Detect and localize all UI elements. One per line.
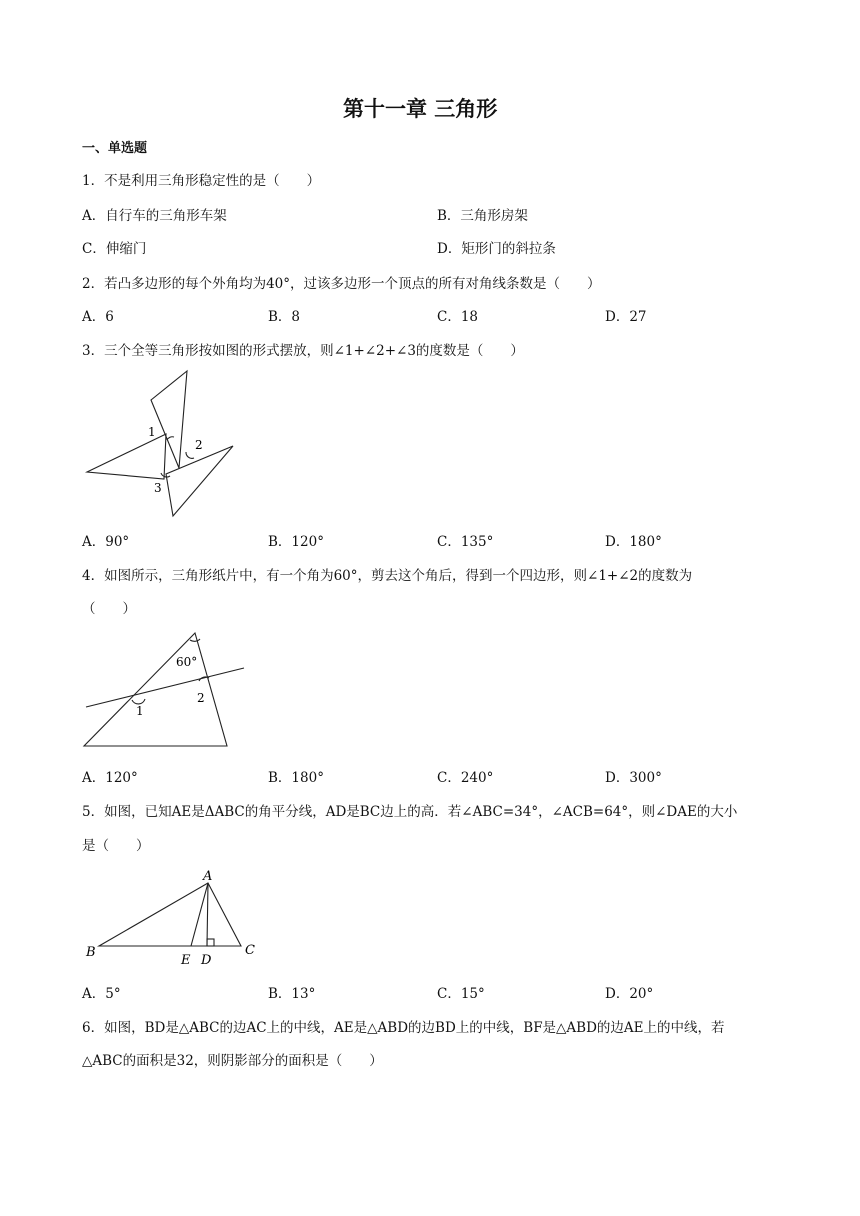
q3-option-b: B．120° xyxy=(268,534,324,550)
question-4-text-line1: 4．如图所示，三角形纸片中，有一个角为60°，剪去这个角后，得到一个四边形，则∠1+∠2的度数为 xyxy=(82,568,693,584)
q2-option-c: C．18 xyxy=(437,309,479,325)
q3-option-c: C．135° xyxy=(437,534,494,550)
q5-label-e: E xyxy=(181,953,191,968)
q3-label-1: 1 xyxy=(148,425,156,439)
q4-label-2: 2 xyxy=(197,691,205,705)
q5-label-d: D xyxy=(201,953,212,968)
q3-label-2: 2 xyxy=(195,438,203,452)
question-6-text-line2: △ABC的面积是32，则阴影部分的面积是（ ） xyxy=(82,1053,383,1069)
q5-altitude-ad xyxy=(207,883,208,946)
q5-label-c: C xyxy=(245,943,255,958)
q1-option-b: B．三角形房架 xyxy=(437,208,528,224)
q5-right-angle-mark xyxy=(207,939,214,946)
q3-option-d: D．180° xyxy=(605,534,662,550)
q5-option-a: A．5° xyxy=(82,986,121,1002)
section-heading: 一、单选题 xyxy=(82,141,148,156)
q4-label-1: 1 xyxy=(136,704,144,718)
q3-option-a: A．90° xyxy=(82,534,130,550)
q5-option-d: D．20° xyxy=(605,986,654,1002)
q5-option-c: C．15° xyxy=(437,986,485,1002)
question-4-text-line2: （ ） xyxy=(82,601,136,617)
q5-label-a: A xyxy=(203,869,213,884)
q4-option-a: A．120° xyxy=(82,770,138,786)
q1-option-d: D．矩形门的斜拉条 xyxy=(437,241,556,257)
q1-option-a: A．自行车的三角形车架 xyxy=(82,208,227,224)
question-3-text: 3．三个全等三角形按如图的形式摆放，则∠1+∠2+∠3的度数是（ ） xyxy=(82,343,524,359)
q2-option-a: A．6 xyxy=(82,309,114,325)
q5-bisector-ae xyxy=(191,883,208,946)
question-5-text-line2: 是（ ） xyxy=(82,838,150,854)
q1-option-c: C．伸缩门 xyxy=(82,241,147,257)
q4-option-d: D．300° xyxy=(605,770,662,786)
q4-label-60: 60° xyxy=(176,655,198,669)
q2-option-d: D．27 xyxy=(605,309,647,325)
q4-option-c: C．240° xyxy=(437,770,494,786)
question-2-text: 2．若凸多边形的每个外角均为40°，过该多边形一个顶点的所有对角线条数是（ ） xyxy=(82,276,601,292)
page-title: 第十一章 三角形 xyxy=(343,97,498,121)
question-6-text-line1: 6．如图，BD是△ABC的边AC上的中线，AE是△ABD的边BD上的中线，BF是△ABD的边AE上的中线，若 xyxy=(82,1020,725,1036)
q4-option-b: B．180° xyxy=(268,770,324,786)
question-5-text-line1: 5．如图，已知AE是ΔABC的角平分线，AD是BC边上的高．若∠ABC=34°，∠ACB=64°，则∠DAE的大小 xyxy=(82,804,738,820)
q5-option-b: B．13° xyxy=(268,986,316,1002)
q5-label-b: B xyxy=(86,945,96,960)
q2-option-b: B．8 xyxy=(268,309,301,325)
question-1-text: 1．不是利用三角形稳定性的是（ ） xyxy=(82,173,321,189)
q3-label-3: 3 xyxy=(154,481,162,495)
q5-triangle-abc xyxy=(99,883,241,946)
